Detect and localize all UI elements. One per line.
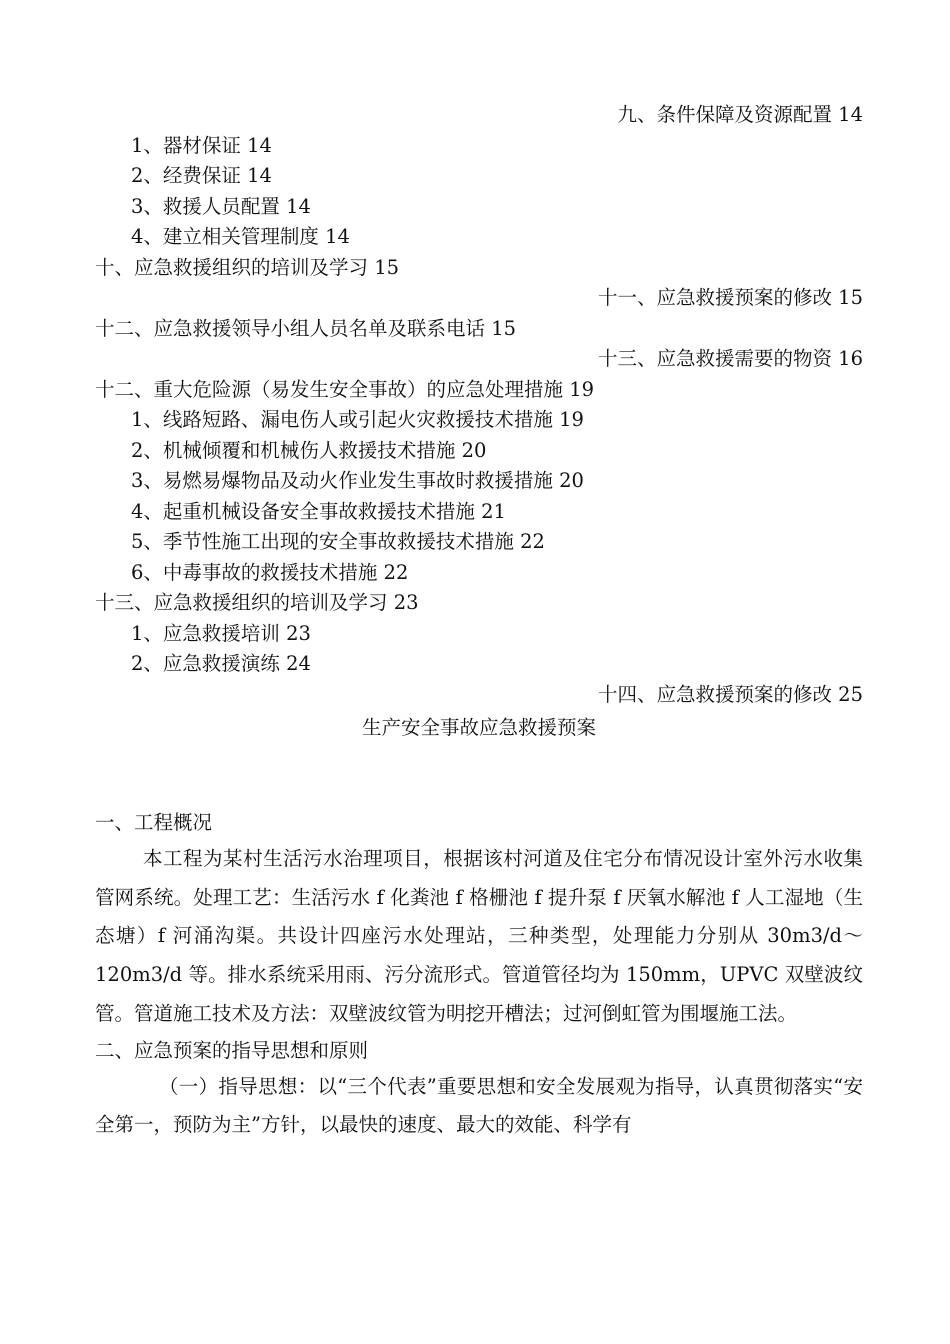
toc-entry: 1、应急救援培训 23 [131,621,311,645]
toc-entry: 十四、应急救援预案的修改 25 [597,682,863,706]
toc-entry: 2、机械倾覆和机械伤人救援技术措施 20 [131,438,487,462]
toc-entry: 十一、应急救援预案的修改 15 [597,286,863,309]
table-of-contents [95,100,863,710]
toc-entry: 5、季节性施工出现的安全事故救援技术措施 22 [131,530,545,553]
toc-entry: 1、器材保证 14 [131,133,272,157]
toc-entry: 6、中毒事故的救援技术措施 22 [131,560,409,584]
toc-entry: 2、应急救援演练 24 [131,652,311,675]
toc-entry: 十二、重大危险源（易发生安全事故）的应急处理措施 19 [95,377,595,401]
toc-entry: 十、应急救援组织的培训及学习 15 [95,255,400,279]
section-heading-principles: 二、应急预案的指导思想和原则 [95,1038,369,1062]
toc-entry: 1、线路短路、漏电伤人或引起火灾救援技术措施 19 [131,408,584,431]
document-title: 生产安全事故应急救援预案 [361,716,596,739]
toc-entry: 十三、应急救援需要的物资 16 [597,347,863,370]
section-paragraph-principles: （一）指导思想：以“三个代表”重要思想和安全发展观为指导，认真贯彻落实“安全第一，预防为主”方针，以最快的速度、最大的效能、科学有 [95,1074,863,1137]
toc-entry: 十二、应急救援领导小组人员名单及联系电话 15 [95,316,517,340]
toc-entry: 十三、应急救援组织的培训及学习 23 [95,591,419,614]
section-paragraph-overview: 本工程为某村生活污水治理项目，根据该村河道及住宅分布情况设计室外污水收集管网系统。处理工艺：生活污水 f 化粪池 f 格栅池 f 提升泵 f 厌氧水解池 f 人工湿地（生态塘）f 河涌沟渠。共设计四座污水处理站，三种类型，处理能力分别从 30m3/d〜120m3/d 等。排水系统采用雨、污分流形式。管道管径均为 150mm，UPVC 双壁波纹管。管道施工技术及方法：双壁波纹管为明挖开槽法；过河倒虹管为围堰施工法。 [95,847,863,1025]
toc-entry: 4、建立相关管理制度 14 [131,225,350,248]
toc-entry: 3、易燃易爆物品及动火作业发生事故时救援措施 20 [131,469,584,492]
document-body [95,806,863,1145]
section-heading-overview: 一、工程概况 [95,811,213,834]
toc-entry: 3、救援人员配置 14 [131,194,311,218]
toc-entry: 九、条件保障及资源配置 14 [617,103,863,126]
toc-entry: 2、经费保证 14 [131,164,272,187]
toc-entry: 4、起重机械设备安全事故救援技术措施 21 [131,499,506,523]
